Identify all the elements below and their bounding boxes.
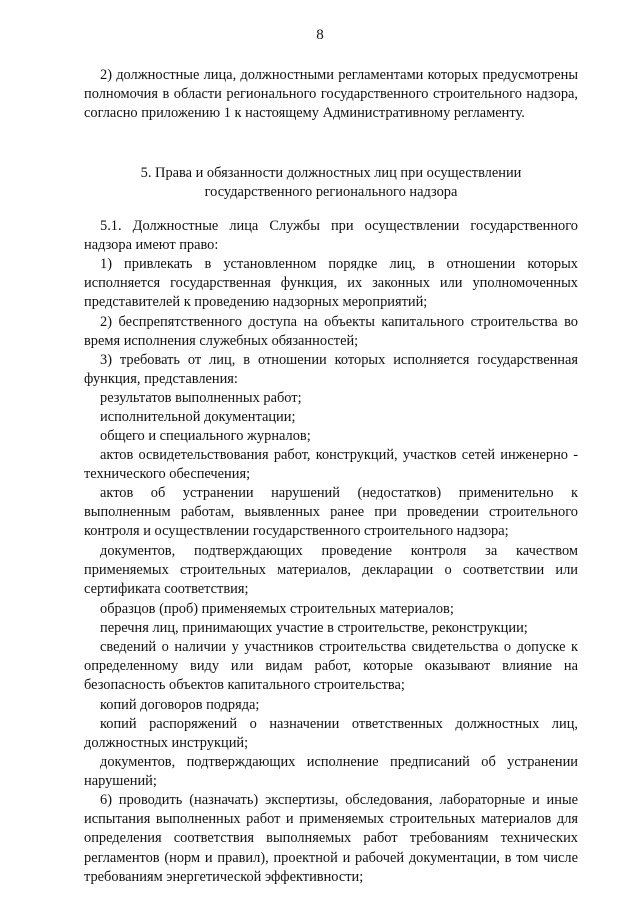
page-number: 8 <box>316 27 324 43</box>
paragraph-5-1: 5.1. Должностные лица Службы при осуществлении государственного надзора имеют право: <box>84 218 578 254</box>
list-item-journals: общего и специального журналов; <box>100 428 311 444</box>
section-heading-line-2: государственного регионального надзора <box>204 184 458 201</box>
paragraph-right-6: 6) проводить (назначать) экспертизы, обследования, лабораторные и иные испытания выполненных работ и применяемых строительных материалов для определения соответствия выполняемых работ требованиям технических регламентов (норм и правил), проектной и рабочей документации, в том числе требованиям энергетической эффективности; <box>84 792 578 885</box>
paragraph-right-1: 1) привлекать в установленном порядке лиц, в отношении которых исполняется государственная функция, их законных или уполномоченных представителей к проведению надзорных мероприятий; <box>84 256 578 311</box>
section-heading <box>84 164 578 202</box>
list-item-orders: копий распоряжений о назначении ответственных должностных лиц, должностных инструкций; <box>84 716 578 752</box>
list-item-elimination-acts: актов об устранении нарушений (недостатков) применительно к выполненным работам, выявленных ранее при проведении строительного контроля и осуществлении государственного строительного надзора; <box>84 485 578 540</box>
list-item-participants: перечня лиц, принимающих участие в строительстве, реконструкции; <box>100 620 528 636</box>
paragraph-right-3: 3) требовать от лиц, в отношении которых исполняется государственная функция, представления: <box>84 352 578 388</box>
list-item-executive-docs: исполнительной документации; <box>100 409 296 425</box>
paragraph-right-2: 2) беспрепятственного доступа на объекты капитального строительства во время исполнения служебных обязанностей; <box>84 314 578 350</box>
list-item-admission-info: сведений о наличии у участников строительства свидетельства о допуске к определенному виду или видам работ, которые оказывают влияние на безопасность объектов капитального строительства; <box>84 639 578 694</box>
list-item-samples: образцов (проб) применяемых строительных материалов; <box>100 601 454 617</box>
list-item-quality-docs: документов, подтверждающих проведение контроля за качеством применяемых строительных материалов, декларации о соответствии или сертификата соответствия; <box>84 543 578 598</box>
list-item-results: результатов выполненных работ; <box>100 390 302 406</box>
list-item-contracts: копий договоров подряда; <box>100 697 260 713</box>
list-item-inspection-acts: актов освидетельствования работ, конструкций, участков сетей инженерно - технического обеспечения; <box>84 447 578 483</box>
section-heading-line-1: 5. Права и обязанности должностных лиц при осуществлении <box>140 165 522 181</box>
list-item-prescriptions: документов, подтверждающих исполнение предписаний об устранении нарушений; <box>84 754 578 790</box>
paragraph-officials-item-2: 2) должностные лица, должностными регламентами которых предусмотрены полномочия в области регионального государственного строительного надзора, согласно приложению 1 к настоящему Административному регламенту. <box>84 67 578 122</box>
